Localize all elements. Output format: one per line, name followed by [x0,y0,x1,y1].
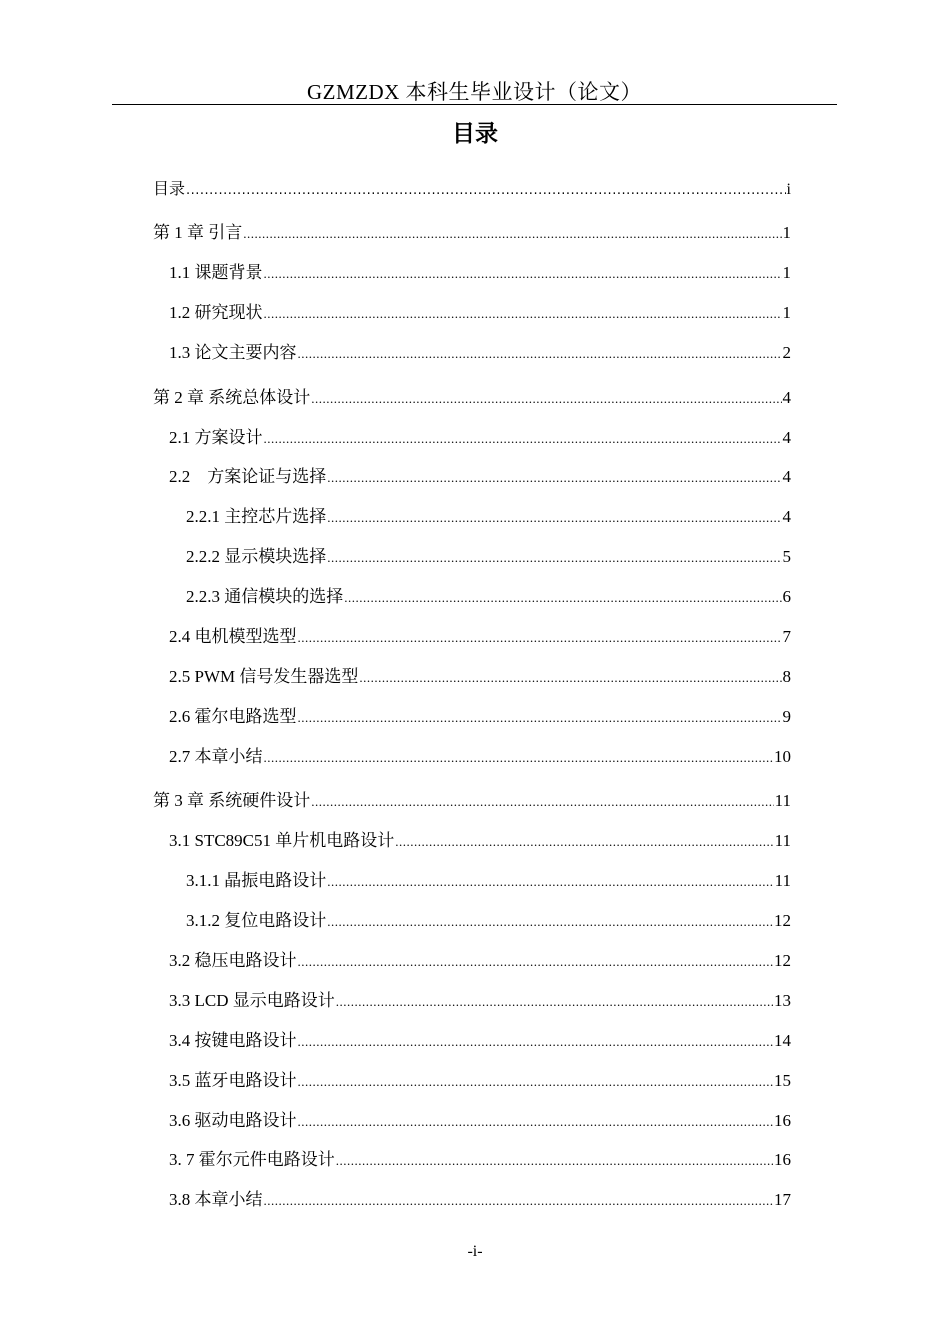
toc-page-number: 1 [782,303,791,322]
toc-entry-text: 2.2.3 通信模块的选择 [186,587,344,606]
toc-dot-leader [395,831,773,853]
toc-entry-chapter-1[interactable] [153,222,791,244]
toc-entry-text: 3.8 本章小结 [169,1190,263,1209]
toc-page-number: 12 [774,911,791,930]
toc-dot-leader [264,263,782,285]
toc-dot-leader [264,303,782,325]
toc-dot-leader [264,747,774,769]
toc-page-number: 4 [782,467,791,486]
toc-entry-3-1-2[interactable] [186,910,791,932]
toc-dot-leader [298,343,782,365]
page-header: GZMZDX 本科生毕业设计（论文） [306,80,643,104]
toc-entry-text: 2.5 PWM 信号发生器选型 [169,667,359,686]
toc-entry-text: 3.5 蓝牙电路设计 [169,1071,297,1090]
toc-dot-leader [336,991,773,1013]
toc-entry-1-3[interactable] [169,342,791,364]
page-number-footer: -i- [467,1243,483,1260]
toc-entry-chapter-3[interactable] [153,790,791,812]
toc-page-number: 16 [774,1150,791,1169]
toc-entry-2-2[interactable] [169,466,791,488]
toc-entry-2-2-1[interactable] [186,506,791,528]
toc-page-number: 15 [774,1071,791,1090]
toc-dot-leader [298,1031,774,1053]
toc-dot-leader [359,667,781,689]
toc-dot-leader [336,1150,773,1172]
toc-entry-1-1[interactable] [169,262,791,284]
toc-entry-2-2-2[interactable] [186,546,791,568]
toc-entry-text: 2.1 方案设计 [169,428,263,447]
toc-entry-text: 3.2 稳压电路设计 [169,951,297,970]
toc-dot-leader [298,627,782,649]
toc-entry-3-4[interactable] [169,1030,791,1052]
toc-entry-2-4[interactable] [169,626,791,648]
toc-dot-leader [298,1071,774,1093]
toc-entry-3-7[interactable] [169,1149,791,1171]
toc-dot-leader [298,707,782,729]
toc-page-number: 10 [774,747,791,766]
toc-dot-leader [311,388,781,410]
toc-dot-leader [264,1190,774,1212]
toc-page-number: 11 [774,871,791,890]
toc-page-number: i [786,181,791,198]
toc-entry-chapter-2[interactable] [153,387,791,409]
toc-entry-2-5[interactable] [169,666,791,688]
toc-entry-text: 1.1 课题背景 [169,263,263,282]
toc-entry-3-6[interactable] [169,1110,791,1132]
toc-dot-leader [264,428,782,450]
toc-page-number: 2 [782,343,791,362]
toc-entry-text: 3.1.2 复位电路设计 [186,911,327,930]
toc-entry-text: 目录 [153,179,186,198]
toc-entry-text: 2.6 霍尔电路选型 [169,707,297,726]
toc-entry-text: 2.4 电机模型选型 [169,627,297,646]
toc-page-number: 11 [774,791,791,810]
toc-entry-2-7[interactable] [169,746,791,768]
toc-entry-text: 第 1 章 引言 [153,223,243,242]
toc-dot-leader [243,223,781,245]
toc-entry-text: 第 3 章 系统硬件设计 [153,791,311,810]
toc-dot-leader [327,871,773,893]
toc-entry-3-2[interactable] [169,950,791,972]
toc-entry-3-8[interactable] [169,1189,791,1211]
toc-entry-3-1[interactable] [169,830,791,852]
toc-entry-2-6[interactable] [169,706,791,728]
toc-dot-leader [327,911,773,933]
toc-dot-leader [186,180,786,202]
toc-entry-text: 1.3 论文主要内容 [169,343,297,362]
toc-entry-text: 2.2.1 主控芯片选择 [186,507,327,526]
toc-page-number: 7 [782,627,791,646]
toc-page-number: 9 [782,707,791,726]
toc-page-number: 16 [774,1111,791,1130]
toc-page-number: 4 [782,428,791,447]
toc-page-number: 1 [782,223,791,242]
toc-dot-leader [327,507,781,529]
toc-entry-text: 3.3 LCD 显示电路设计 [169,991,335,1010]
toc-dot-leader [298,1111,774,1133]
toc-dot-leader [327,467,781,489]
toc-dot-leader [344,587,781,609]
toc-entry-text: 3. 7 霍尔元件电路设计 [169,1150,335,1169]
toc-entry-3-3[interactable] [169,990,791,1012]
toc-entry-text: 第 2 章 系统总体设计 [153,388,311,407]
toc-entry-text: 3.1.1 晶振电路设计 [186,871,327,890]
toc-page-number: 8 [782,667,791,686]
toc-page-number: 13 [774,991,791,1010]
toc-entry-3-5[interactable] [169,1070,791,1092]
toc-page-number: 14 [774,1031,791,1050]
toc-entry-text: 1.2 研究现状 [169,303,263,322]
toc-entry-text: 2.2 方案论证与选择 [169,467,327,486]
toc-page-number: 12 [774,951,791,970]
toc-dot-leader [311,791,773,813]
toc-entry-contents[interactable] [153,178,791,200]
toc-page-number: 1 [782,263,791,282]
toc-dot-leader [298,951,774,973]
toc-entry-text: 3.6 驱动电路设计 [169,1111,297,1130]
toc-entry-2-1[interactable] [169,427,791,449]
toc-entry-text: 3.4 按键电路设计 [169,1031,297,1050]
toc-entry-text: 2.2.2 显示模块选择 [186,547,327,566]
toc-page-number: 11 [774,831,791,850]
toc-page-number: 5 [782,547,791,566]
toc-page-number: 4 [782,507,791,526]
toc-page-number: 6 [782,587,791,606]
toc-entry-text: 2.7 本章小结 [169,747,263,766]
toc-entry-text: 3.1 STC89C51 单片机电路设计 [169,831,395,850]
toc-title: 目录 [452,121,498,147]
toc-page-number: 17 [774,1190,791,1209]
toc-page-number: 4 [782,388,791,407]
toc-dot-leader [327,547,781,569]
toc-entry-2-2-3[interactable] [186,586,791,608]
toc-entry-1-2[interactable] [169,302,791,324]
toc-entry-3-1-1[interactable] [186,870,791,892]
